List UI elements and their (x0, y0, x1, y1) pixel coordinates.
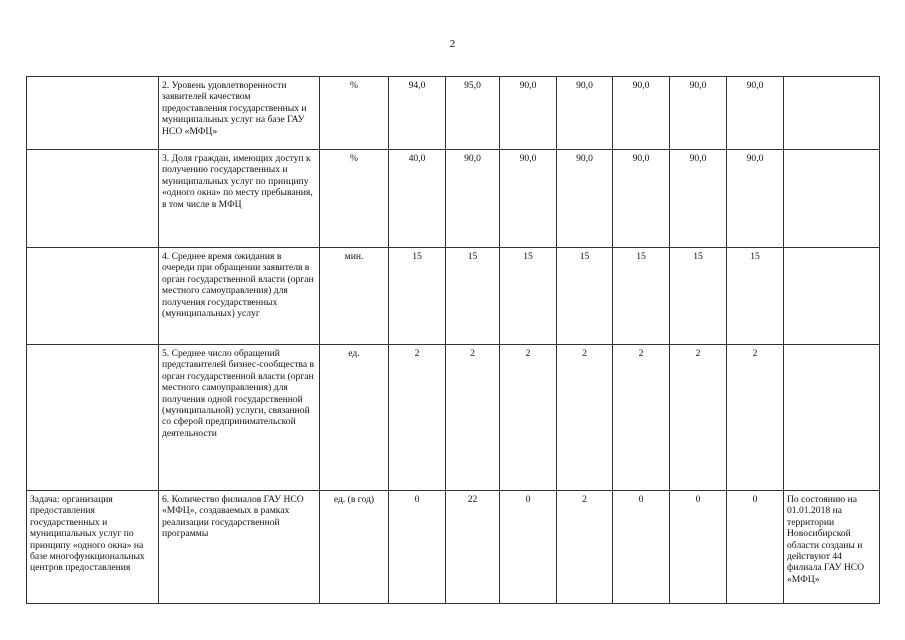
task-cell (27, 345, 159, 491)
note-cell (784, 77, 880, 150)
value-cell: 90,0 (670, 150, 727, 248)
value-cell: 2 (500, 345, 557, 491)
table-row (27, 150, 880, 248)
value-cell: 15 (446, 248, 500, 345)
value-cell: 2 (613, 345, 670, 491)
indicator-cell: 2. Уровень удовлетворенности заявителей качеством предоставления государственных и муниципальных услуг на базе ГАУ НСО «МФЦ» (159, 77, 320, 150)
task-cell (27, 248, 159, 345)
value-cell: 15 (613, 248, 670, 345)
task-cell: Задача: организация предоставления государственных и муниципальных услуг по принципу «одного окна» на базе многофункциональных центров предоставления (27, 491, 159, 604)
indicator-cell: 3. Доля граждан, имеющих доступ к получению государственных и муниципальных услуг по принципу «одного окна» по месту пребывания, в том числе в МФЦ (159, 150, 320, 248)
value-cell: 90,0 (613, 77, 670, 150)
value-cell: 15 (670, 248, 727, 345)
value-cell: 15 (389, 248, 446, 345)
unit-cell: ед. (в год) (320, 491, 389, 604)
value-cell: 2 (446, 345, 500, 491)
value-cell: 90,0 (446, 150, 500, 248)
value-cell: 2 (557, 491, 613, 604)
note-cell (784, 150, 880, 248)
table-row (27, 77, 880, 150)
indicators-table (26, 76, 880, 604)
value-cell: 95,0 (446, 77, 500, 150)
value-cell: 2 (389, 345, 446, 491)
unit-cell: % (320, 150, 389, 248)
value-cell: 2 (557, 345, 613, 491)
value-cell: 40,0 (389, 150, 446, 248)
unit-cell: % (320, 77, 389, 150)
value-cell: 15 (557, 248, 613, 345)
indicator-cell: 6. Количество филиалов ГАУ НСО «МФЦ», создаваемых в рамках реализации государственной программы (159, 491, 320, 604)
value-cell: 90,0 (727, 77, 784, 150)
value-cell: 0 (727, 491, 784, 604)
unit-cell: мин. (320, 248, 389, 345)
value-cell: 90,0 (613, 150, 670, 248)
value-cell: 0 (389, 491, 446, 604)
note-cell: По состоянию на 01.01.2018 на территории Новосибирской области созданы и действуют 44 филиала ГАУ НСО «МФЦ» (784, 491, 880, 604)
value-cell: 90,0 (557, 77, 613, 150)
table-row (27, 248, 880, 345)
value-cell: 0 (613, 491, 670, 604)
note-cell (784, 248, 880, 345)
indicator-cell: 5. Среднее число обращений представителей бизнес-сообщества в орган государственной власти (орган местного самоуправления) для получения одной государственной (муниципальной) услуги, связанной со сферой предпринимательской деятельности (159, 345, 320, 491)
value-cell: 2 (727, 345, 784, 491)
value-cell: 15 (727, 248, 784, 345)
table-row (27, 345, 880, 491)
indicator-cell: 4. Среднее время ожидания в очереди при обращении заявителя в орган государственной власти (орган местного самоуправления) для получения государственных (муниципальных) услуг (159, 248, 320, 345)
value-cell: 2 (670, 345, 727, 491)
task-cell (27, 77, 159, 150)
value-cell: 90,0 (500, 150, 557, 248)
value-cell: 90,0 (727, 150, 784, 248)
value-cell: 90,0 (500, 77, 557, 150)
task-cell (27, 150, 159, 248)
value-cell: 15 (500, 248, 557, 345)
value-cell: 0 (500, 491, 557, 604)
value-cell: 90,0 (670, 77, 727, 150)
value-cell: 94,0 (389, 77, 446, 150)
table-row (27, 491, 880, 604)
value-cell: 22 (446, 491, 500, 604)
page-number: 2 (449, 38, 456, 50)
value-cell: 90,0 (557, 150, 613, 248)
note-cell (784, 345, 880, 491)
unit-cell: ед. (320, 345, 389, 491)
value-cell: 0 (670, 491, 727, 604)
